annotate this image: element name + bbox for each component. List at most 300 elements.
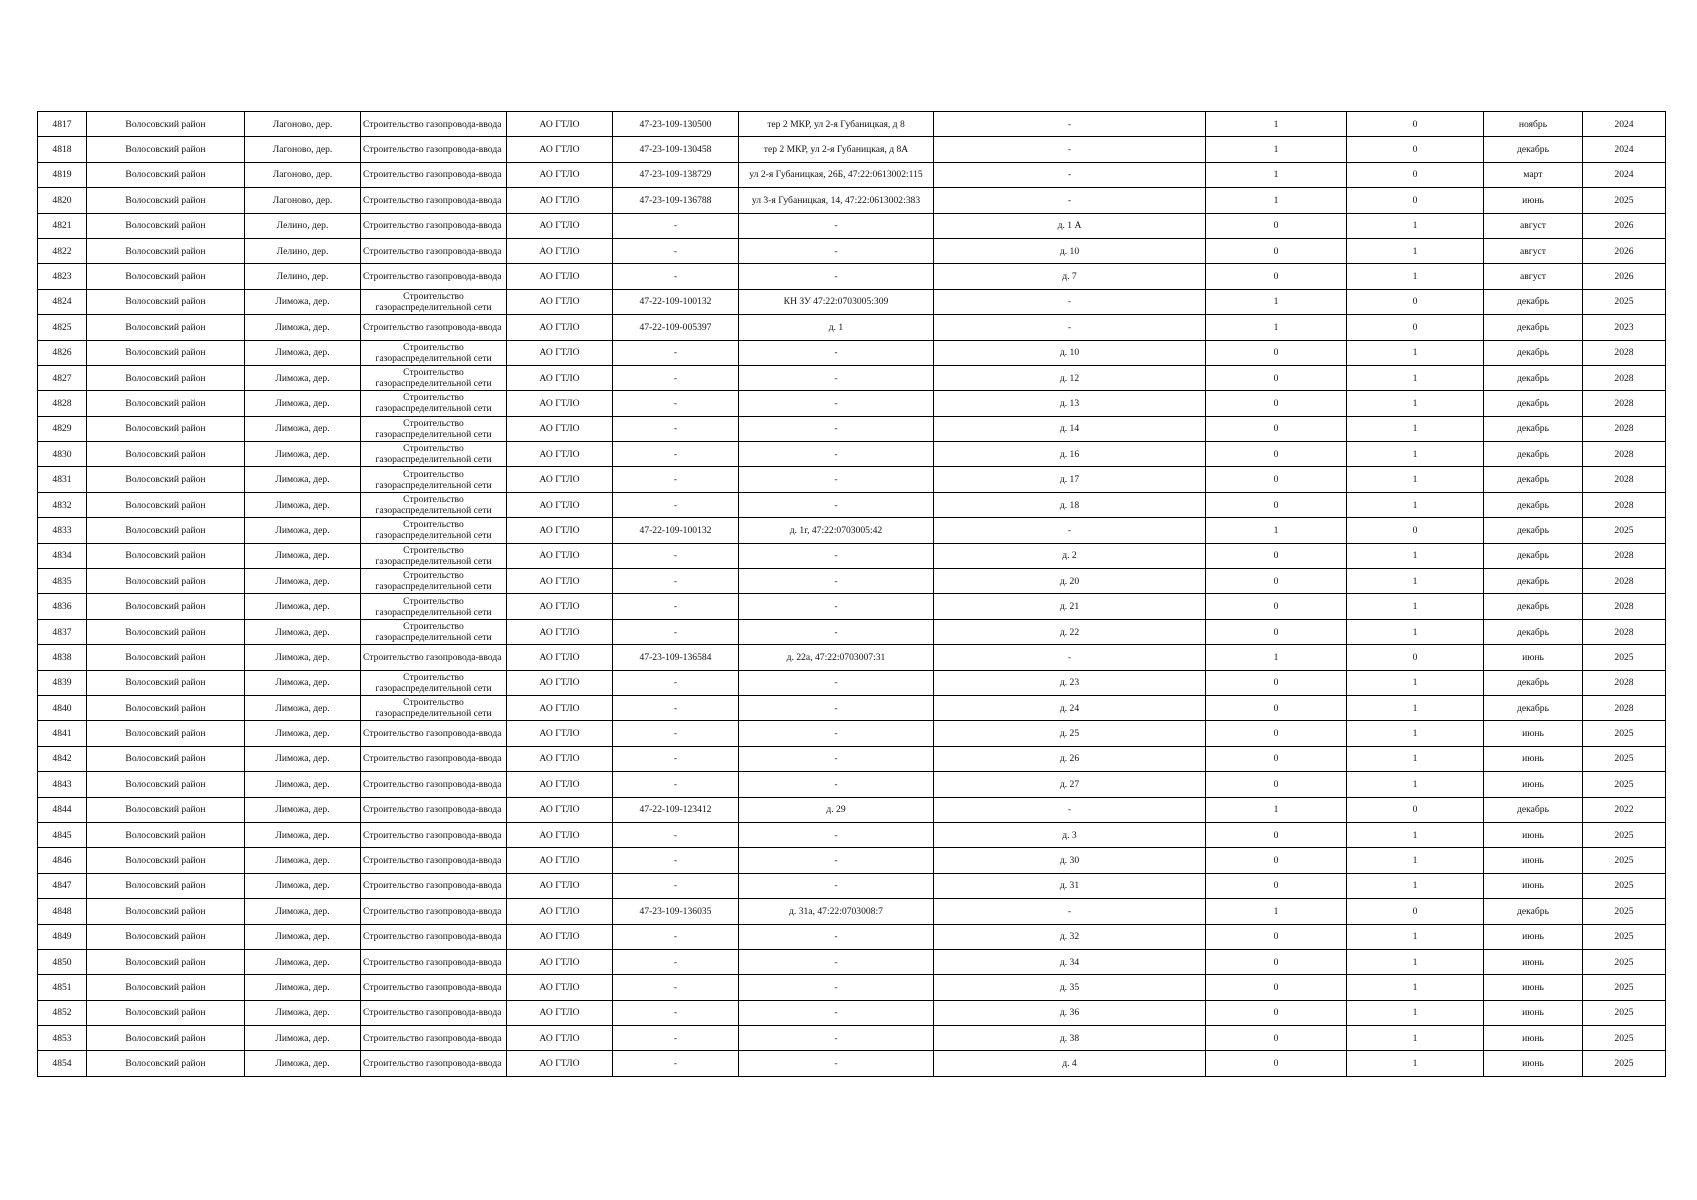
cell-settlement: Лагоново, дер. <box>245 188 361 213</box>
cell-year: 2028 <box>1583 442 1666 467</box>
cell-row-number: 4844 <box>38 797 87 822</box>
cell-count-a: 0 <box>1206 1051 1347 1076</box>
cell-organization: АО ГТЛО <box>507 340 613 365</box>
table-row <box>38 619 1666 644</box>
cell-application-number: - <box>613 1051 739 1076</box>
cell-row-number: 4821 <box>38 213 87 238</box>
cell-application-number: - <box>613 416 739 441</box>
cell-year: 2025 <box>1583 188 1666 213</box>
cell-house: д. 31 <box>934 873 1206 898</box>
cell-count-a: 0 <box>1206 391 1347 416</box>
table-row <box>38 238 1666 263</box>
cell-month: декабрь <box>1484 797 1583 822</box>
cell-count-a: 0 <box>1206 467 1347 492</box>
cell-month: декабрь <box>1484 416 1583 441</box>
cell-work-type: Строительство газопровода-ввода <box>361 772 507 797</box>
cell-address: д. 29 <box>739 797 934 822</box>
cell-count-b: 0 <box>1347 797 1484 822</box>
cell-settlement: Лиможа, дер. <box>245 645 361 670</box>
cell-count-b: 1 <box>1347 467 1484 492</box>
cell-work-type: Строительство газораспределительной сети <box>361 467 507 492</box>
cell-application-number: - <box>613 670 739 695</box>
cell-month: июнь <box>1484 645 1583 670</box>
cell-address: - <box>739 492 934 517</box>
cell-year: 2025 <box>1583 289 1666 314</box>
cell-house: д. 26 <box>934 746 1206 771</box>
cell-month: декабрь <box>1484 543 1583 568</box>
cell-count-b: 1 <box>1347 848 1484 873</box>
cell-house: д. 10 <box>934 238 1206 263</box>
cell-year: 2028 <box>1583 670 1666 695</box>
cell-address: - <box>739 619 934 644</box>
cell-row-number: 4839 <box>38 670 87 695</box>
cell-address: - <box>739 949 934 974</box>
cell-district: Волосовский район <box>87 594 245 619</box>
cell-year: 2028 <box>1583 594 1666 619</box>
cell-count-a: 0 <box>1206 822 1347 847</box>
cell-year: 2025 <box>1583 1051 1666 1076</box>
cell-count-a: 0 <box>1206 619 1347 644</box>
cell-count-a: 1 <box>1206 112 1347 137</box>
cell-count-a: 0 <box>1206 873 1347 898</box>
cell-house: д. 30 <box>934 848 1206 873</box>
cell-application-number: - <box>613 695 739 720</box>
cell-count-a: 1 <box>1206 645 1347 670</box>
cell-count-b: 1 <box>1347 924 1484 949</box>
cell-year: 2025 <box>1583 772 1666 797</box>
cell-settlement: Лиможа, дер. <box>245 315 361 340</box>
cell-organization: АО ГТЛО <box>507 442 613 467</box>
cell-month: июнь <box>1484 848 1583 873</box>
cell-settlement: Лагоново, дер. <box>245 162 361 187</box>
cell-settlement: Лиможа, дер. <box>245 975 361 1000</box>
cell-organization: АО ГТЛО <box>507 848 613 873</box>
table-row <box>38 315 1666 340</box>
cell-organization: АО ГТЛО <box>507 492 613 517</box>
cell-house: д. 20 <box>934 569 1206 594</box>
cell-settlement: Лиможа, дер. <box>245 695 361 720</box>
cell-count-a: 0 <box>1206 670 1347 695</box>
cell-year: 2028 <box>1583 340 1666 365</box>
cell-house: д. 25 <box>934 721 1206 746</box>
cell-settlement: Лиможа, дер. <box>245 289 361 314</box>
cell-address: - <box>739 721 934 746</box>
cell-work-type: Строительство газопровода-ввода <box>361 721 507 746</box>
cell-district: Волосовский район <box>87 822 245 847</box>
cell-count-a: 0 <box>1206 569 1347 594</box>
table-row <box>38 949 1666 974</box>
cell-row-number: 4825 <box>38 315 87 340</box>
cell-count-b: 0 <box>1347 289 1484 314</box>
cell-address: - <box>739 238 934 263</box>
cell-count-b: 1 <box>1347 1051 1484 1076</box>
cell-count-a: 1 <box>1206 797 1347 822</box>
cell-house: - <box>934 797 1206 822</box>
cell-year: 2028 <box>1583 467 1666 492</box>
cell-count-b: 1 <box>1347 442 1484 467</box>
cell-settlement: Лиможа, дер. <box>245 619 361 644</box>
cell-house: д. 4 <box>934 1051 1206 1076</box>
cell-house: д. 24 <box>934 695 1206 720</box>
cell-application-number: - <box>613 264 739 289</box>
cell-work-type: Строительство газораспределительной сети <box>361 594 507 619</box>
cell-row-number: 4842 <box>38 746 87 771</box>
cell-month: июнь <box>1484 822 1583 847</box>
cell-settlement: Лиможа, дер. <box>245 899 361 924</box>
cell-work-type: Строительство газопровода-ввода <box>361 899 507 924</box>
cell-year: 2025 <box>1583 924 1666 949</box>
cell-count-b: 1 <box>1347 340 1484 365</box>
cell-count-b: 0 <box>1347 645 1484 670</box>
table-row <box>38 340 1666 365</box>
cell-count-a: 0 <box>1206 365 1347 390</box>
cell-work-type: Строительство газопровода-ввода <box>361 924 507 949</box>
cell-address: - <box>739 569 934 594</box>
cell-house: - <box>934 645 1206 670</box>
cell-address: - <box>739 924 934 949</box>
cell-district: Волосовский район <box>87 772 245 797</box>
cell-house: - <box>934 162 1206 187</box>
cell-count-b: 1 <box>1347 391 1484 416</box>
cell-row-number: 4843 <box>38 772 87 797</box>
cell-application-number: - <box>613 975 739 1000</box>
cell-row-number: 4847 <box>38 873 87 898</box>
cell-row-number: 4832 <box>38 492 87 517</box>
cell-year: 2025 <box>1583 645 1666 670</box>
cell-work-type: Строительство газораспределительной сети <box>361 518 507 543</box>
cell-count-b: 0 <box>1347 518 1484 543</box>
cell-month: декабрь <box>1484 619 1583 644</box>
cell-year: 2025 <box>1583 873 1666 898</box>
cell-application-number: 47-22-109-123412 <box>613 797 739 822</box>
cell-count-b: 1 <box>1347 822 1484 847</box>
cell-settlement: Лиможа, дер. <box>245 746 361 771</box>
cell-row-number: 4826 <box>38 340 87 365</box>
cell-address: д. 22а, 47:22:0703007:31 <box>739 645 934 670</box>
cell-row-number: 4848 <box>38 899 87 924</box>
table-row <box>38 416 1666 441</box>
cell-row-number: 4831 <box>38 467 87 492</box>
cell-month: декабрь <box>1484 594 1583 619</box>
cell-count-a: 0 <box>1206 264 1347 289</box>
cell-organization: АО ГТЛО <box>507 289 613 314</box>
cell-year: 2025 <box>1583 848 1666 873</box>
table-row <box>38 899 1666 924</box>
cell-district: Волосовский район <box>87 949 245 974</box>
cell-house: д. 7 <box>934 264 1206 289</box>
cell-district: Волосовский район <box>87 264 245 289</box>
cell-work-type: Строительство газораспределительной сети <box>361 619 507 644</box>
cell-house: д. 36 <box>934 1000 1206 1025</box>
cell-count-b: 1 <box>1347 1026 1484 1051</box>
cell-count-a: 0 <box>1206 949 1347 974</box>
cell-organization: АО ГТЛО <box>507 365 613 390</box>
cell-settlement: Лиможа, дер. <box>245 594 361 619</box>
cell-year: 2024 <box>1583 112 1666 137</box>
cell-district: Волосовский район <box>87 213 245 238</box>
cell-work-type: Строительство газопровода-ввода <box>361 1000 507 1025</box>
cell-settlement: Лелино, дер. <box>245 213 361 238</box>
cell-settlement: Лелино, дер. <box>245 238 361 263</box>
cell-count-b: 1 <box>1347 213 1484 238</box>
cell-settlement: Лиможа, дер. <box>245 949 361 974</box>
table-row <box>38 137 1666 162</box>
cell-work-type: Строительство газопровода-ввода <box>361 848 507 873</box>
cell-count-b: 1 <box>1347 594 1484 619</box>
cell-address: - <box>739 391 934 416</box>
cell-organization: АО ГТЛО <box>507 162 613 187</box>
cell-address: КН ЗУ 47:22:0703005:309 <box>739 289 934 314</box>
cell-year: 2028 <box>1583 492 1666 517</box>
cell-count-b: 0 <box>1347 137 1484 162</box>
cell-district: Волосовский район <box>87 975 245 1000</box>
cell-work-type: Строительство газопровода-ввода <box>361 949 507 974</box>
table-row <box>38 518 1666 543</box>
cell-year: 2028 <box>1583 695 1666 720</box>
cell-application-number: 47-23-109-136788 <box>613 188 739 213</box>
table-row <box>38 365 1666 390</box>
cell-year: 2028 <box>1583 391 1666 416</box>
cell-house: - <box>934 315 1206 340</box>
cell-district: Волосовский район <box>87 695 245 720</box>
cell-count-a: 1 <box>1206 518 1347 543</box>
cell-count-a: 0 <box>1206 213 1347 238</box>
cell-address: - <box>739 746 934 771</box>
cell-settlement: Лиможа, дер. <box>245 365 361 390</box>
cell-application-number: - <box>613 442 739 467</box>
cell-organization: АО ГТЛО <box>507 797 613 822</box>
cell-application-number: - <box>613 213 739 238</box>
cell-count-a: 0 <box>1206 746 1347 771</box>
table-row <box>38 772 1666 797</box>
table-row <box>38 797 1666 822</box>
cell-district: Волосовский район <box>87 746 245 771</box>
table-row <box>38 594 1666 619</box>
table-row <box>38 492 1666 517</box>
cell-settlement: Лиможа, дер. <box>245 518 361 543</box>
cell-district: Волосовский район <box>87 848 245 873</box>
cell-house: д. 32 <box>934 924 1206 949</box>
cell-count-b: 1 <box>1347 772 1484 797</box>
cell-month: июнь <box>1484 1051 1583 1076</box>
cell-settlement: Лиможа, дер. <box>245 1000 361 1025</box>
cell-year: 2025 <box>1583 1026 1666 1051</box>
cell-row-number: 4834 <box>38 543 87 568</box>
cell-organization: АО ГТЛО <box>507 391 613 416</box>
cell-count-a: 0 <box>1206 340 1347 365</box>
cell-row-number: 4838 <box>38 645 87 670</box>
cell-count-a: 0 <box>1206 1026 1347 1051</box>
cell-address: - <box>739 695 934 720</box>
cell-house: д. 12 <box>934 365 1206 390</box>
cell-district: Волосовский район <box>87 315 245 340</box>
cell-row-number: 4818 <box>38 137 87 162</box>
cell-organization: АО ГТЛО <box>507 822 613 847</box>
cell-work-type: Строительство газопровода-ввода <box>361 162 507 187</box>
cell-work-type: Строительство газораспределительной сети <box>361 391 507 416</box>
table-row <box>38 848 1666 873</box>
cell-month: декабрь <box>1484 391 1583 416</box>
cell-count-b: 1 <box>1347 949 1484 974</box>
table-row <box>38 746 1666 771</box>
cell-address: д. 1 <box>739 315 934 340</box>
cell-count-a: 0 <box>1206 721 1347 746</box>
cell-organization: АО ГТЛО <box>507 949 613 974</box>
cell-row-number: 4852 <box>38 1000 87 1025</box>
cell-settlement: Лиможа, дер. <box>245 391 361 416</box>
cell-count-a: 0 <box>1206 975 1347 1000</box>
cell-settlement: Лиможа, дер. <box>245 416 361 441</box>
cell-settlement: Лиможа, дер. <box>245 1051 361 1076</box>
cell-work-type: Строительство газопровода-ввода <box>361 137 507 162</box>
cell-house: д. 1 А <box>934 213 1206 238</box>
table-row <box>38 467 1666 492</box>
cell-district: Волосовский район <box>87 569 245 594</box>
cell-application-number: 47-23-109-136584 <box>613 645 739 670</box>
cell-settlement: Лиможа, дер. <box>245 797 361 822</box>
cell-month: декабрь <box>1484 137 1583 162</box>
cell-month: июнь <box>1484 949 1583 974</box>
cell-month: август <box>1484 238 1583 263</box>
cell-application-number: - <box>613 873 739 898</box>
table-row <box>38 975 1666 1000</box>
cell-house: д. 27 <box>934 772 1206 797</box>
cell-application-number: - <box>613 569 739 594</box>
cell-count-a: 0 <box>1206 238 1347 263</box>
cell-district: Волосовский район <box>87 797 245 822</box>
cell-district: Волосовский район <box>87 340 245 365</box>
cell-settlement: Лиможа, дер. <box>245 442 361 467</box>
cell-application-number: 47-23-109-130500 <box>613 112 739 137</box>
cell-row-number: 4833 <box>38 518 87 543</box>
cell-settlement: Лиможа, дер. <box>245 492 361 517</box>
cell-address: - <box>739 264 934 289</box>
cell-house: д. 16 <box>934 442 1206 467</box>
cell-row-number: 4850 <box>38 949 87 974</box>
cell-organization: АО ГТЛО <box>507 543 613 568</box>
cell-district: Волосовский район <box>87 416 245 441</box>
cell-month: декабрь <box>1484 442 1583 467</box>
cell-row-number: 4853 <box>38 1026 87 1051</box>
cell-count-a: 0 <box>1206 772 1347 797</box>
cell-count-a: 1 <box>1206 162 1347 187</box>
cell-settlement: Лиможа, дер. <box>245 772 361 797</box>
cell-settlement: Лиможа, дер. <box>245 822 361 847</box>
cell-settlement: Лиможа, дер. <box>245 543 361 568</box>
cell-work-type: Строительство газопровода-ввода <box>361 873 507 898</box>
cell-count-a: 1 <box>1206 289 1347 314</box>
cell-organization: АО ГТЛО <box>507 518 613 543</box>
cell-count-b: 0 <box>1347 112 1484 137</box>
cell-year: 2026 <box>1583 264 1666 289</box>
cell-application-number: 47-23-109-138729 <box>613 162 739 187</box>
cell-house: д. 3 <box>934 822 1206 847</box>
cell-address: - <box>739 1000 934 1025</box>
table-row <box>38 670 1666 695</box>
cell-settlement: Лиможа, дер. <box>245 340 361 365</box>
cell-application-number: - <box>613 467 739 492</box>
cell-row-number: 4845 <box>38 822 87 847</box>
cell-district: Волосовский район <box>87 365 245 390</box>
cell-year: 2022 <box>1583 797 1666 822</box>
cell-row-number: 4819 <box>38 162 87 187</box>
cell-address: д. 31а, 47:22:0703008:7 <box>739 899 934 924</box>
cell-count-a: 1 <box>1206 899 1347 924</box>
cell-row-number: 4827 <box>38 365 87 390</box>
cell-count-b: 1 <box>1347 721 1484 746</box>
cell-house: д. 18 <box>934 492 1206 517</box>
cell-count-b: 1 <box>1347 1000 1484 1025</box>
cell-settlement: Лиможа, дер. <box>245 670 361 695</box>
cell-application-number: - <box>613 746 739 771</box>
table-row <box>38 1000 1666 1025</box>
cell-work-type: Строительство газопровода-ввода <box>361 315 507 340</box>
cell-application-number: - <box>613 1026 739 1051</box>
cell-row-number: 4836 <box>38 594 87 619</box>
cell-month: август <box>1484 213 1583 238</box>
cell-year: 2025 <box>1583 975 1666 1000</box>
cell-count-a: 0 <box>1206 543 1347 568</box>
table-row <box>38 1026 1666 1051</box>
cell-address: - <box>739 467 934 492</box>
cell-month: июнь <box>1484 772 1583 797</box>
cell-district: Волосовский район <box>87 924 245 949</box>
cell-count-b: 1 <box>1347 238 1484 263</box>
cell-organization: АО ГТЛО <box>507 645 613 670</box>
cell-month: декабрь <box>1484 340 1583 365</box>
cell-application-number: - <box>613 949 739 974</box>
table-row <box>38 391 1666 416</box>
cell-house: - <box>934 899 1206 924</box>
cell-count-b: 1 <box>1347 365 1484 390</box>
cell-district: Волосовский район <box>87 467 245 492</box>
cell-district: Волосовский район <box>87 442 245 467</box>
cell-address: - <box>739 1051 934 1076</box>
cell-address: - <box>739 1026 934 1051</box>
cell-application-number: - <box>613 772 739 797</box>
cell-address: д. 1г, 47:22:0703005:42 <box>739 518 934 543</box>
cell-settlement: Лагоново, дер. <box>245 137 361 162</box>
cell-house: - <box>934 137 1206 162</box>
cell-house: - <box>934 518 1206 543</box>
cell-month: декабрь <box>1484 365 1583 390</box>
cell-row-number: 4823 <box>38 264 87 289</box>
table-row <box>38 289 1666 314</box>
cell-district: Волосовский район <box>87 188 245 213</box>
cell-address: тер 2 МКР, ул 2-я Губаницкая, д 8А <box>739 137 934 162</box>
cell-application-number: - <box>613 391 739 416</box>
cell-house: д. 21 <box>934 594 1206 619</box>
table-row <box>38 1051 1666 1076</box>
cell-year: 2024 <box>1583 137 1666 162</box>
cell-month: июнь <box>1484 975 1583 1000</box>
cell-district: Волосовский район <box>87 543 245 568</box>
cell-settlement: Лелино, дер. <box>245 264 361 289</box>
cell-work-type: Строительство газораспределительной сети <box>361 442 507 467</box>
cell-year: 2028 <box>1583 416 1666 441</box>
cell-year: 2028 <box>1583 569 1666 594</box>
cell-year: 2024 <box>1583 162 1666 187</box>
cell-work-type: Строительство газопровода-ввода <box>361 238 507 263</box>
cell-organization: АО ГТЛО <box>507 899 613 924</box>
cell-application-number: 47-22-109-100132 <box>613 518 739 543</box>
cell-application-number: - <box>613 543 739 568</box>
cell-work-type: Строительство газопровода-ввода <box>361 975 507 1000</box>
cell-count-b: 1 <box>1347 746 1484 771</box>
cell-application-number: - <box>613 238 739 263</box>
cell-application-number: - <box>613 721 739 746</box>
cell-count-b: 1 <box>1347 670 1484 695</box>
